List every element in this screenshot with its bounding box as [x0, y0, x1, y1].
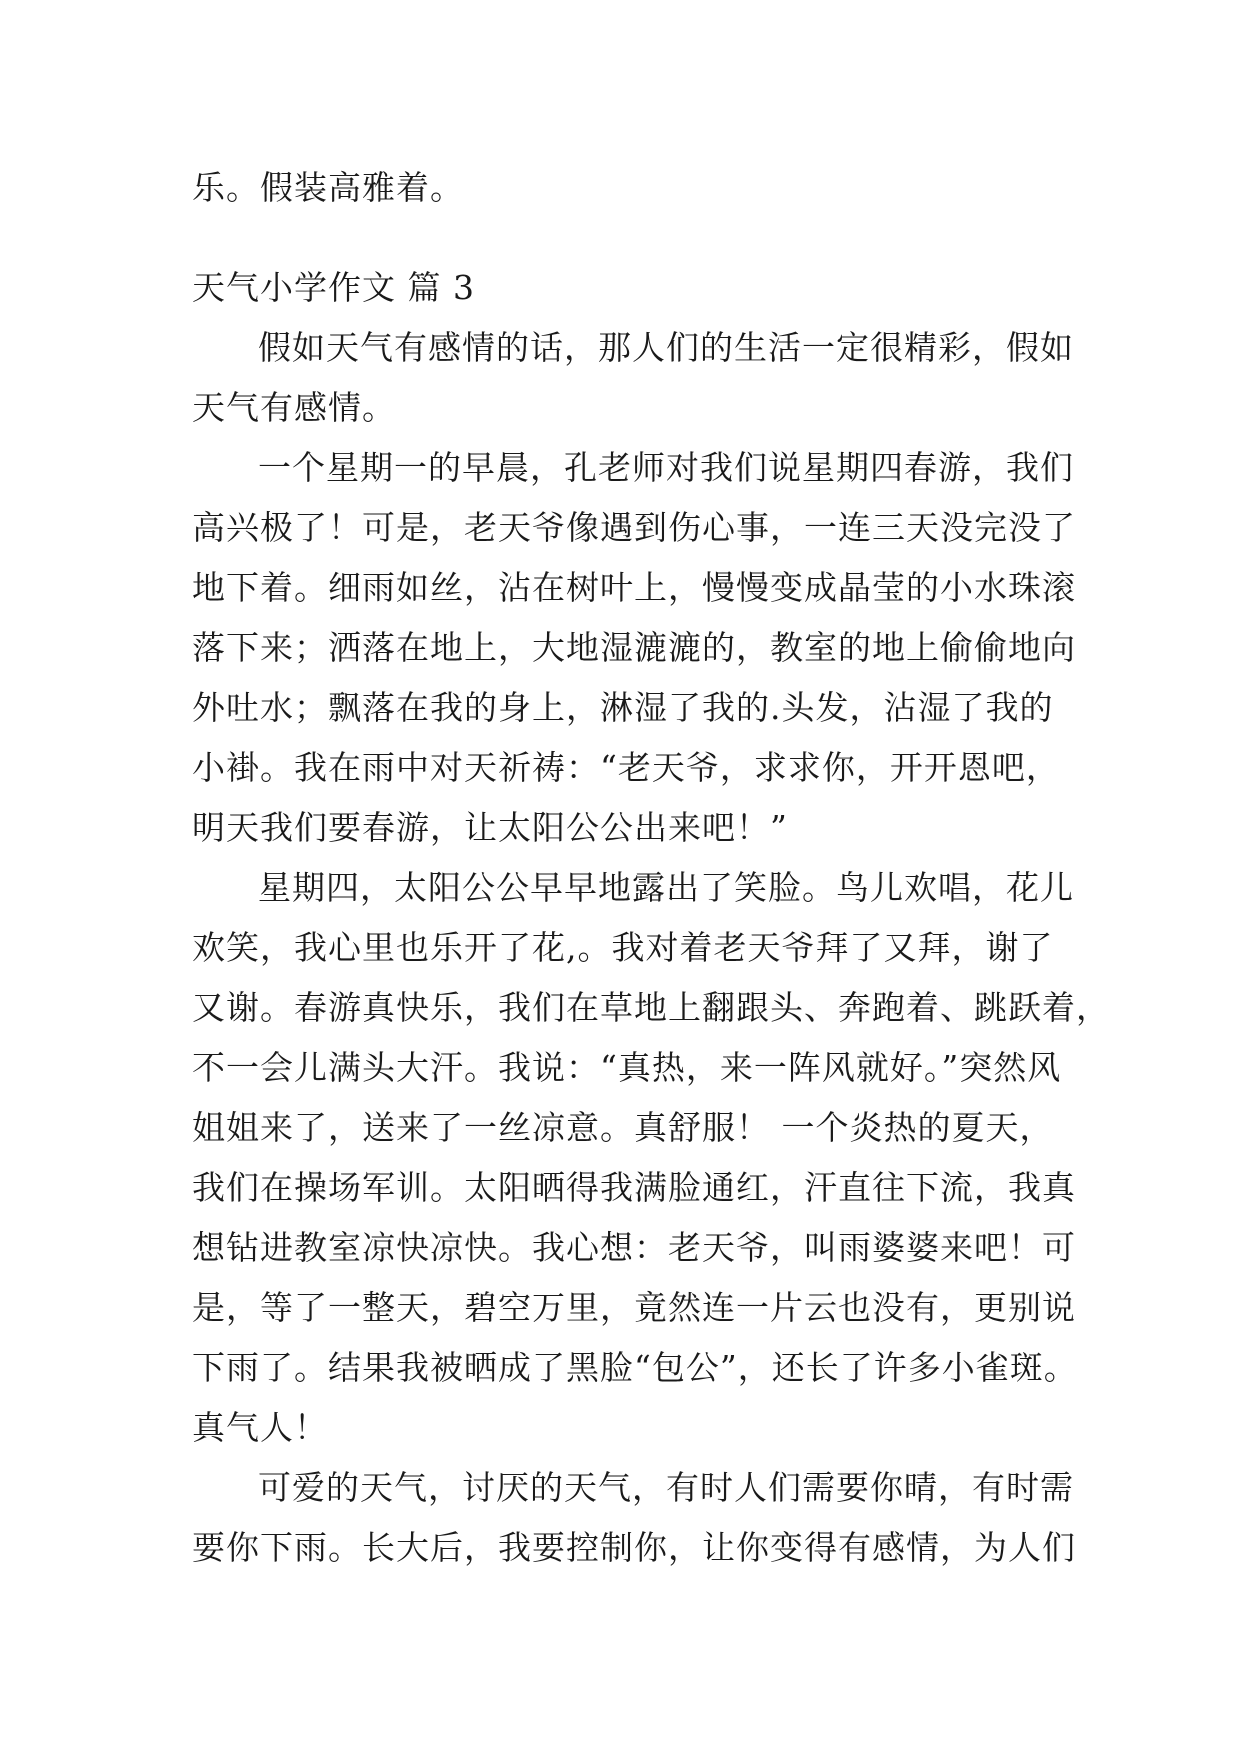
paragraph-line: 真气人！: [192, 1408, 328, 1447]
paragraph-line: 想钻进教室凉快凉快。我心想：老天爷，叫雨婆婆来吧！可: [192, 1228, 1076, 1267]
document-body: [192, 158, 1110, 1578]
paragraph-line: 又谢。春游真快乐，我们在草地上翻跟头、奔跑着、跳跃着，: [192, 988, 1110, 1027]
paragraph-line: 姐姐来了，送来了一丝凉意。真舒服！ 一个炎热的夏天，: [192, 1108, 1054, 1147]
paragraph-1: [192, 318, 1074, 438]
paragraph-3: [192, 858, 1110, 1458]
paragraph-line: 要你下雨。长大后，我要控制你，让你变得有感情，为人们: [192, 1528, 1076, 1567]
paragraph-4: [192, 1458, 1076, 1578]
paragraph-line: 可爱的天气，讨厌的天气，有时人们需要你晴，有时需: [258, 1468, 1074, 1507]
paragraph-line: 假如天气有感情的话，那人们的生活一定很精彩，假如: [258, 328, 1074, 367]
paragraph-2: [192, 438, 1076, 858]
paragraph-line: 星期四，太阳公公早早地露出了笑脸。鸟儿欢唱，花儿: [258, 868, 1074, 907]
paragraph-line: 地下着。细雨如丝，沾在树叶上，慢慢变成晶莹的小水珠滚: [192, 568, 1076, 607]
paragraph-line: 天气有感情。: [192, 388, 396, 427]
paragraph-line: 欢笑，我心里也乐开了花,。我对着老天爷拜了又拜，谢了: [192, 928, 1054, 967]
paragraph-line: 小褂。我在雨中对天祈祷：“老天爷，求求你，开开恩吧，: [192, 748, 1060, 787]
paragraph-line: 是，等了一整天，碧空万里，竟然连一片云也没有，更别说: [192, 1288, 1076, 1327]
section-title: 天气小学作文 篇 3: [192, 268, 475, 307]
continuation-line: 乐。假装高雅着。: [192, 168, 464, 207]
paragraph-line: 下雨了。结果我被晒成了黑脸“包公”，还长了许多小雀斑。: [192, 1348, 1078, 1387]
paragraph-line: 落下来；洒落在地上，大地湿漉漉的，教室的地上偷偷地向: [192, 628, 1076, 667]
paragraph-line: 外吐水；飘落在我的身上，淋湿了我的.头发，沾湿了我的: [192, 688, 1054, 727]
paragraph-line: 不一会儿满头大汗。我说：“真热，来一阵风就好。”突然风: [192, 1048, 1062, 1087]
paragraph-line: 一个星期一的早晨，孔老师对我们说星期四春游，我们: [258, 448, 1074, 487]
paragraph-line: 我们在操场军训。太阳晒得我满脸通红，汗直往下流，我真: [192, 1168, 1076, 1207]
paragraph-line: 明天我们要春游，让太阳公公出来吧！”: [192, 808, 788, 847]
paragraph-line: 高兴极了！可是，老天爷像遇到伤心事，一连三天没完没了: [192, 508, 1076, 547]
